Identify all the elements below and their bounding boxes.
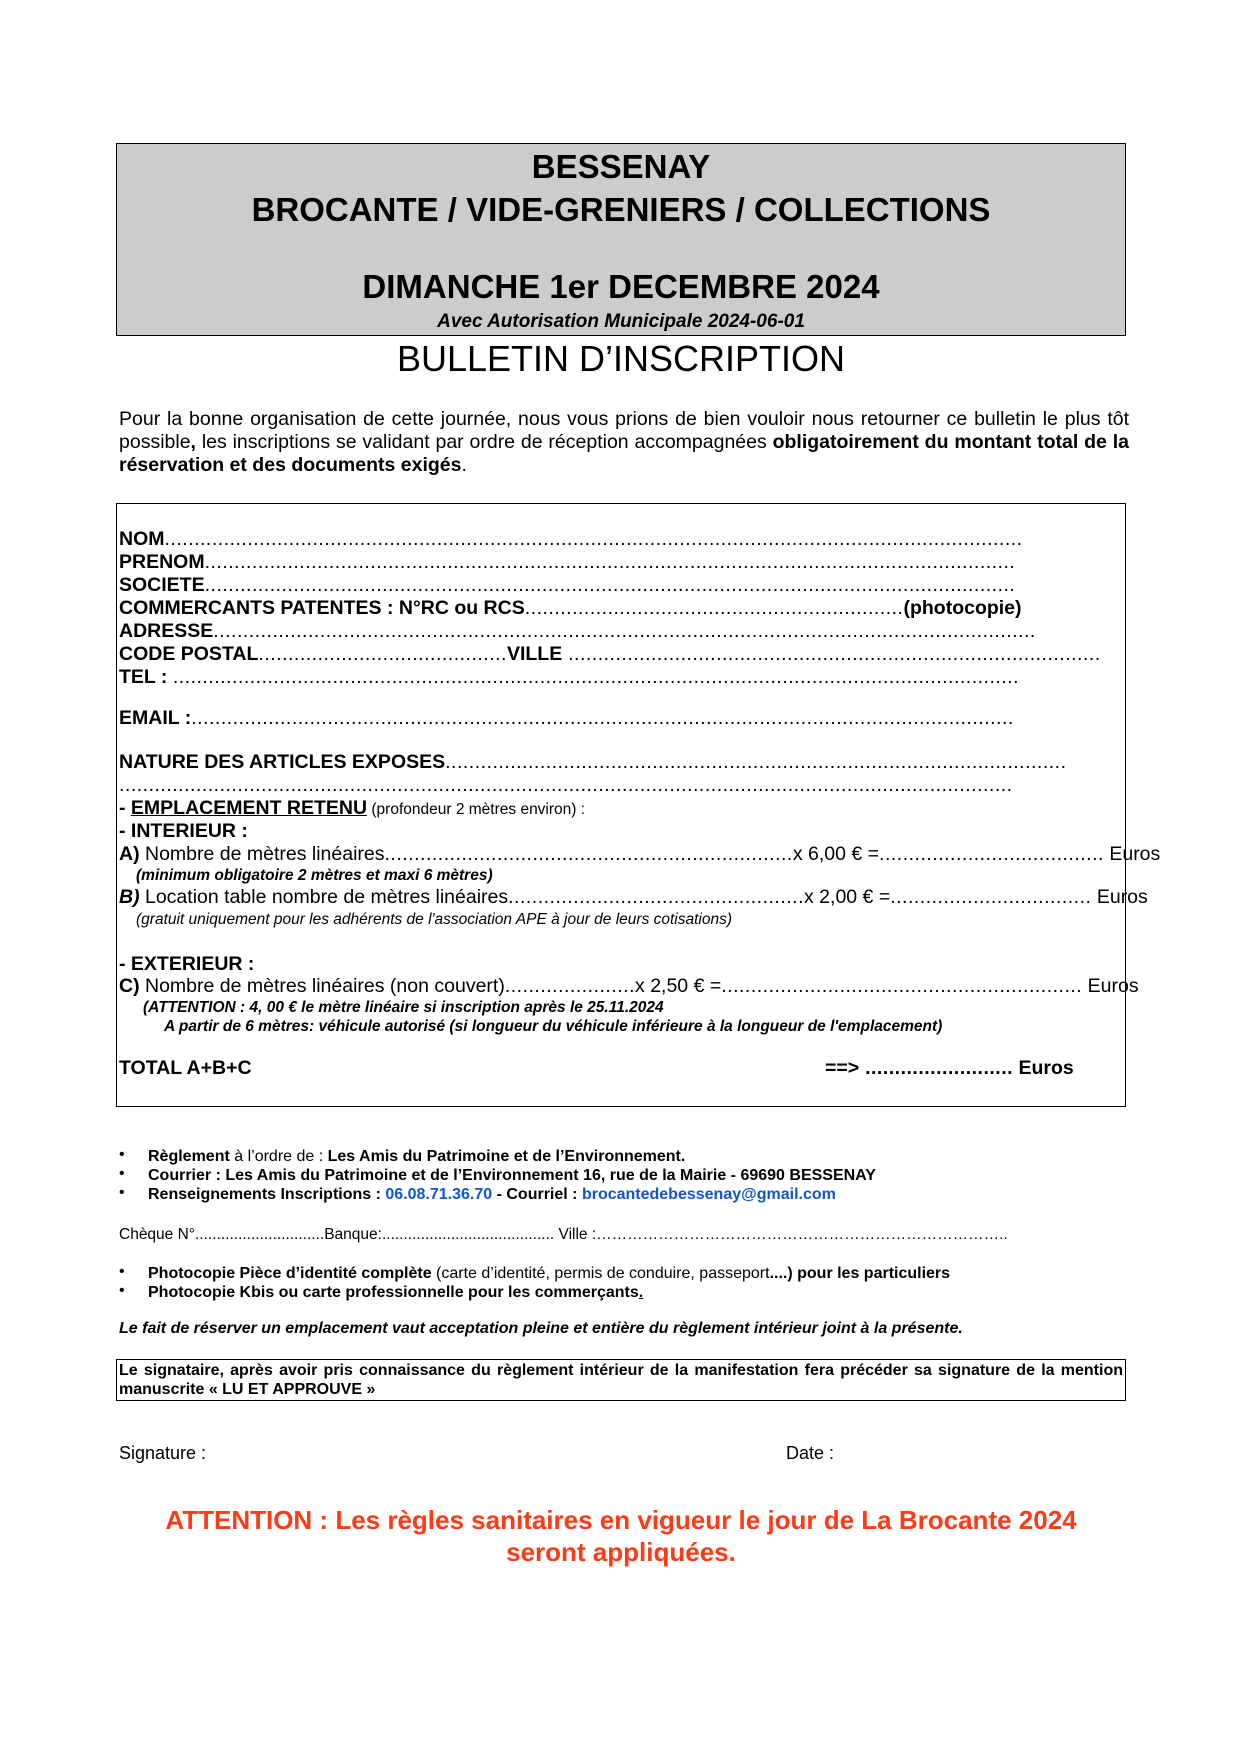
doc1-end: ) pour les particuliers	[787, 1265, 951, 1282]
c-note-2: A partir de 6 mètres: véhicule autorisé (si longueur du véhicule inférieure à la longueur de l'emplacement)	[164, 1018, 943, 1035]
label-photocopie: (photocopie)	[903, 597, 1022, 619]
a-note: (minimum obligatoire 2 mètres et maxi 6 mètres)	[136, 867, 493, 884]
cheque-line[interactable]: Chèque N°..............................Banque:........................................ Ville :……………………………………………………………………..	[119, 1226, 1008, 1243]
bullet-icon: •	[119, 1184, 125, 1201]
cheque-ville-label: Ville :	[554, 1226, 597, 1243]
renseignements-label: Renseignements Inscriptions :	[148, 1186, 386, 1203]
label-email: EMAIL :	[119, 707, 192, 729]
doc-identite	[148, 1265, 950, 1283]
label-adresse: ADRESSE	[119, 620, 214, 642]
courriel-label: - Courriel :	[492, 1186, 582, 1203]
label-societe: SOCIETE	[119, 574, 205, 596]
field-a-metres[interactable]: A) Nombre de mètres linéaires.....................................................................x 6,00 € =...................................... Euros	[119, 843, 1161, 865]
label-b: B)	[119, 886, 140, 908]
emplacement-prefix: -	[119, 797, 131, 819]
intro-end: .	[461, 454, 467, 476]
total-arrow: ==>	[825, 1057, 860, 1079]
phone-link[interactable]: 06.08.71.36.70	[385, 1186, 493, 1203]
bullet-icon: •	[119, 1263, 125, 1280]
attention-line-2: seront appliquées.	[506, 1537, 736, 1567]
signature-label: Signature :	[119, 1443, 207, 1463]
doc1-bold: Photocopie Pièce d’identité complète	[148, 1265, 432, 1282]
doc2-text: Photocopie Kbis ou carte professionnelle pour les commerçants	[148, 1284, 639, 1301]
signatory-text: Le signataire, après avoir pris connaissance du règlement intérieur de la manifestation fera précéder sa signature de la mention manuscrite « LU ET APPROUVE »	[119, 1362, 1123, 1398]
field-prenom[interactable]: PRENOM.........................................................................................................................................	[119, 551, 1016, 573]
intro-text-2: les inscriptions se validant par ordre de réception accompagnées	[195, 431, 773, 453]
field-commercants[interactable]: COMMERCANTS PATENTES : N°RC ou RCS................................................................(photocopie)	[119, 597, 1022, 619]
label-a: A)	[119, 843, 140, 865]
exterieur-heading: - EXTERIEUR :	[119, 953, 255, 975]
a-text: Nombre de mètres linéaires	[139, 843, 385, 865]
header-date: DIMANCHE 1er DECEMBRE 2024	[362, 268, 880, 305]
emplacement-note: (profondeur 2 mètres environ) :	[367, 801, 586, 818]
header-town: BESSENAY	[531, 148, 711, 185]
label-c: C)	[119, 975, 140, 997]
email-link[interactable]: brocantedebessenay@gmail.com	[581, 1186, 836, 1203]
banque-label: Banque:	[324, 1226, 382, 1243]
field-adresse[interactable]: ADRESSE...........................................................................................................................................	[119, 620, 1036, 642]
field-nature[interactable]: NATURE DES ARTICLES EXPOSES.........................................................................................................	[119, 751, 1067, 773]
doc2-end: .	[638, 1284, 644, 1301]
a-euros: Euros	[1103, 843, 1161, 865]
bullet-icon: •	[119, 1165, 125, 1182]
date-label: Date :	[786, 1443, 835, 1463]
field-tel[interactable]: TEL : ...............................................................................................................................................	[119, 666, 1020, 688]
label-nature: NATURE DES ARTICLES EXPOSES	[119, 751, 446, 773]
field-nom[interactable]: NOM.................................................................................................................................................	[119, 528, 1023, 550]
field-nature-line2[interactable]: .......................................................................................................................................................	[119, 774, 1013, 796]
renseignements-line	[148, 1186, 836, 1204]
field-b-table[interactable]: B) Location table nombre de mètres linéaires..................................................x 2,00 € =.................................. Euros	[119, 886, 1148, 908]
c-euros: Euros	[1082, 975, 1139, 997]
header-event: BROCANTE / VIDE-GRENIERS / COLLECTIONS	[251, 191, 991, 228]
total-label: TOTAL A+B+C	[119, 1057, 252, 1079]
attention-line-1: ATTENTION : Les règles sanitaires en vigueur le jour de La Brocante 2024	[165, 1505, 1077, 1535]
field-c-metres[interactable]: C) Nombre de mètres linéaires (non couvert)......................x 2,50 € =............................................................. Euros	[119, 975, 1139, 997]
header-authorization: Avec Autorisation Municipale 2024-06-01	[437, 311, 805, 332]
c-text: Nombre de mètres linéaires (non couvert)	[139, 975, 505, 997]
acceptance-note: Le fait de réserver un emplacement vaut acceptation pleine et entière du règlement intérieur joint à la présente.	[119, 1320, 963, 1337]
label-code-postal: CODE POSTAL	[119, 643, 259, 665]
courrier-line: Courrier : Les Amis du Patrimoine et de l’Environnement 16, rue de la Mairie - 69690 BESSENAY	[148, 1167, 876, 1184]
doc-kbis	[148, 1284, 643, 1302]
doc1-dots: ....	[769, 1265, 788, 1282]
label-tel: TEL :	[119, 666, 173, 688]
emplacement-heading	[119, 797, 585, 820]
total-value[interactable]: ==> ......................... Euros	[825, 1057, 1074, 1079]
c-price: x 2,50 € =	[635, 975, 722, 997]
field-societe[interactable]: SOCIETE.........................................................................................................................................	[119, 574, 1016, 596]
field-code-postal[interactable]: CODE POSTAL..........................................VILLE ..........................................................................................	[119, 643, 1101, 665]
doc1-normal: (carte d’identité, permis de conduire, passeport	[431, 1265, 770, 1282]
interieur-heading: - INTERIEUR :	[119, 820, 248, 842]
a-price: x 6,00 € =	[792, 843, 880, 865]
intro-text-1: Pour la bonne organisation de cette journée, nous vous prions de bien vouloir nous retourner ce bulletin le plus tôt possible	[119, 408, 1129, 453]
b-text: Location table nombre de mètres linéaires	[139, 886, 509, 908]
cheque-label: Chèque N°	[119, 1226, 195, 1243]
b-price: x 2,00 € =	[804, 886, 891, 908]
reglement-line	[148, 1148, 685, 1166]
bullet-icon: •	[119, 1146, 125, 1163]
reglement-label: Règlement	[148, 1148, 230, 1165]
label-ville: VILLE	[506, 643, 563, 665]
page-title: BULLETIN D’INSCRIPTION	[396, 338, 846, 379]
c-note-1: (ATTENTION : 4, 00 € le mètre linéaire si inscription après le 25.11.2024	[143, 999, 664, 1016]
b-note: (gratuit uniquement pour les adhérents de l'association APE à jour de leurs cotisations)	[136, 911, 733, 928]
reglement-value: Les Amis du Patrimoine et de l’Environnement.	[327, 1148, 686, 1165]
label-prenom: PRENOM	[119, 551, 205, 573]
total-euros: Euros	[1018, 1057, 1074, 1079]
field-email[interactable]: EMAIL :...........................................................................................................................................	[119, 707, 1014, 729]
reglement-mid: à l’ordre de :	[229, 1148, 328, 1165]
intro-paragraph	[119, 408, 1129, 477]
label-commercants: COMMERCANTS PATENTES : N°RC ou RCS	[119, 597, 525, 619]
intro-bold: obligatoirement du montant total de la réservation et des documents exigés	[119, 431, 1129, 476]
intro-comma: ,	[190, 431, 196, 453]
bullet-icon: •	[119, 1282, 125, 1299]
label-emplacement: EMPLACEMENT RETENU	[130, 797, 368, 819]
b-euros: Euros	[1091, 886, 1148, 908]
label-nom: NOM	[119, 528, 165, 550]
